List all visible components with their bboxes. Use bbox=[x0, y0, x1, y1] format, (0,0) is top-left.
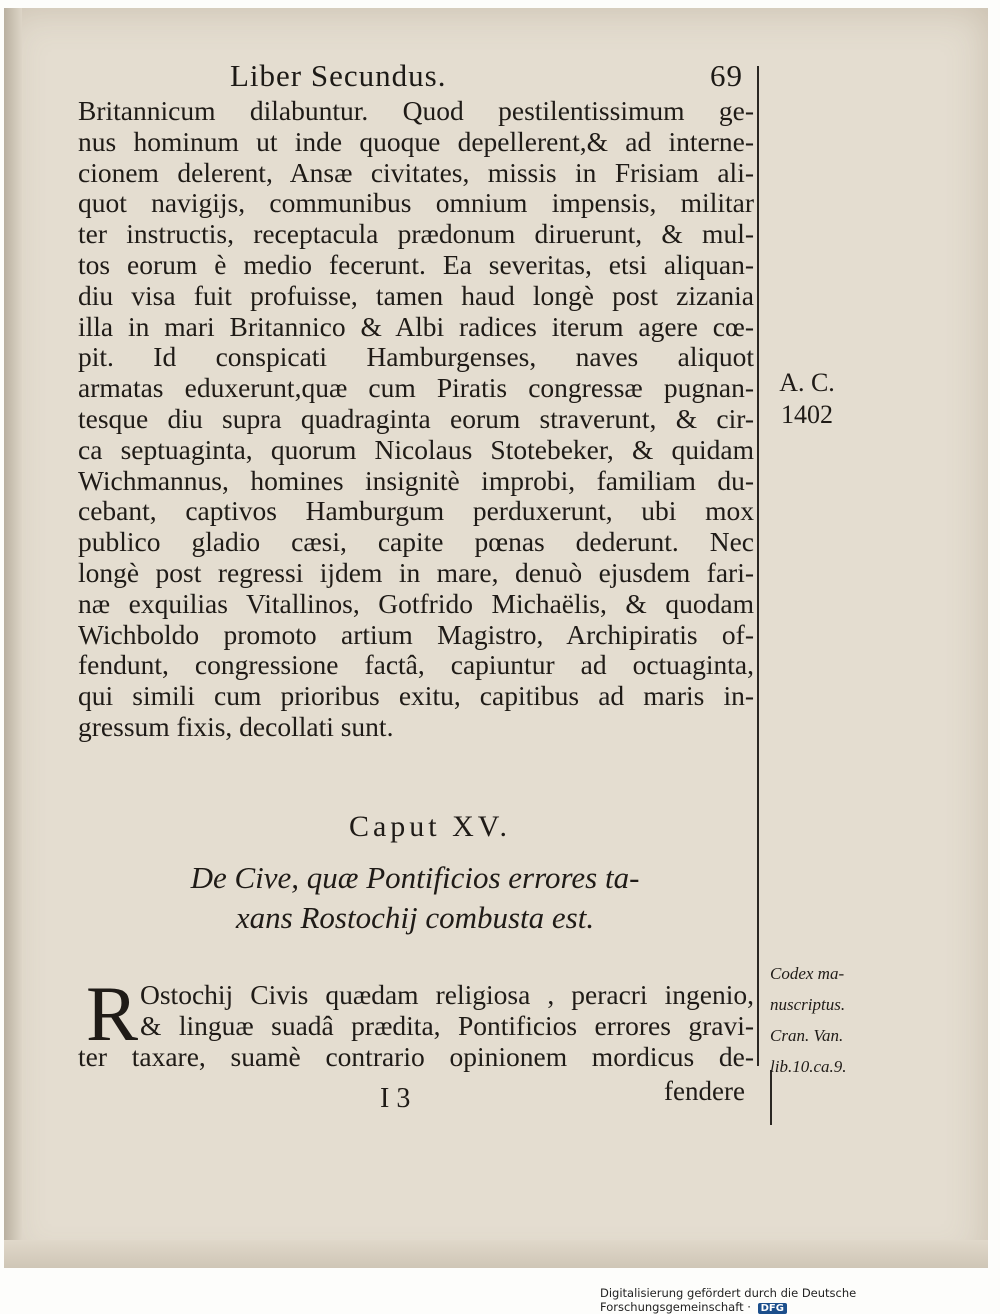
margin-note-line: nuscriptus. bbox=[770, 995, 846, 1014]
subtitle-line: De Cive, quæ Pontificios errores ta- bbox=[190, 860, 640, 895]
margin-note-line: Cran. Van. bbox=[770, 1026, 844, 1045]
text-line: pit. Id conspicati Hamburgenses, naves aliquot bbox=[78, 341, 754, 373]
text-line: armatas eduxerunt,quæ cum Piratis congressæ pugnan- bbox=[78, 372, 754, 404]
text-line: Wichmannus, homines insignitè improbi, familiam du- bbox=[78, 464, 754, 496]
margin-year-value: 1402 bbox=[781, 400, 833, 429]
text-line: publico gladio cæsi, capite pœnas dederunt. Nec bbox=[78, 526, 754, 558]
text-line: Britannicum dilabuntur. Quod pestilentissimum ge- bbox=[78, 95, 754, 126]
margin-note-line: lib.10.ca.9. bbox=[770, 1057, 847, 1076]
text-line: ter instructis, receptacula prædonum diruerunt, & mul- bbox=[78, 218, 754, 250]
text-line: ter taxare, suamè contrario opinionem mordicus de- bbox=[78, 1040, 754, 1072]
margin-source-note bbox=[770, 958, 880, 1082]
text-line: nus hominum ut inde quoque depellerent,& ad interne- bbox=[78, 125, 754, 157]
signature-mark: I 3 bbox=[380, 1083, 411, 1114]
text-line: tos eorum è medio fecerunt. Ea severitas, etsi aliquan- bbox=[78, 248, 754, 280]
text-line: & linguæ suadâ prædita, Pontificios errores gravi- bbox=[140, 1009, 754, 1041]
text-line: gressum fixis, decollati sunt. bbox=[78, 710, 394, 742]
drop-capital: R bbox=[86, 970, 139, 1057]
dfg-logo-icon: DFG bbox=[758, 1303, 787, 1314]
text-line: cebant, captivos Hamburgum perduxerunt, ubi mox bbox=[78, 495, 754, 527]
chapter-subtitle bbox=[120, 858, 710, 938]
margin-rule bbox=[757, 66, 759, 1066]
text-line: diu visa fuit profuisse, tamen haud longè post zizania bbox=[78, 279, 754, 311]
text-line: fendunt, congressione factâ, capiuntur ad octuaginta, bbox=[78, 649, 754, 681]
footer-text: Digitalisierung gefördert durch die Deutsche Forschungsgemeinschaft · bbox=[600, 1286, 857, 1314]
text-line: næ exquilias Vitallinos, Gotfrido Michaëlis, & quodam bbox=[78, 587, 754, 619]
subtitle-line: xans Rostochij combusta est. bbox=[235, 900, 595, 935]
page-bottom-edge bbox=[4, 1240, 988, 1268]
digitization-footer bbox=[600, 1286, 1000, 1314]
text-line: Ostochij Civis quædam religiosa , peracri ingenio, bbox=[140, 979, 754, 1010]
second-paragraph bbox=[78, 980, 754, 1072]
text-line: ca septuaginta, quorum Nicolaus Stotebeker, & quidam bbox=[78, 433, 754, 465]
text-line: qui simili cum prioribus exitu, capitibus ad maris in- bbox=[78, 680, 754, 712]
running-title: Liber Secundus. bbox=[230, 58, 447, 93]
main-paragraph bbox=[78, 96, 754, 743]
running-header bbox=[230, 58, 770, 98]
text-line: illa in mari Britannico & Albi radices iterum agere cœ- bbox=[78, 310, 754, 342]
text-line: quot navigijs, communibus omnium impensis, militar bbox=[78, 187, 754, 219]
page-number: 69 bbox=[710, 58, 743, 93]
text-line: longè post regressi ijdem in mare, denuò ejusdem fari- bbox=[78, 556, 754, 588]
margin-year-note bbox=[762, 367, 852, 431]
text-line: Wichboldo promoto artium Magistro, Archipiratis of- bbox=[78, 618, 754, 650]
page-gutter-shadow bbox=[4, 8, 22, 1268]
margin-note-line: Codex ma- bbox=[770, 964, 845, 983]
margin-year-label: A. C. bbox=[779, 368, 835, 397]
text-line: cionem delerent, Ansæ civitates, missis in Frisiam ali- bbox=[78, 156, 754, 188]
chapter-heading: Caput XV. bbox=[348, 810, 512, 843]
catchword: fendere bbox=[664, 1076, 745, 1106]
text-line: tesque diu supra quadraginta eorum straverunt, & cir- bbox=[78, 402, 754, 434]
